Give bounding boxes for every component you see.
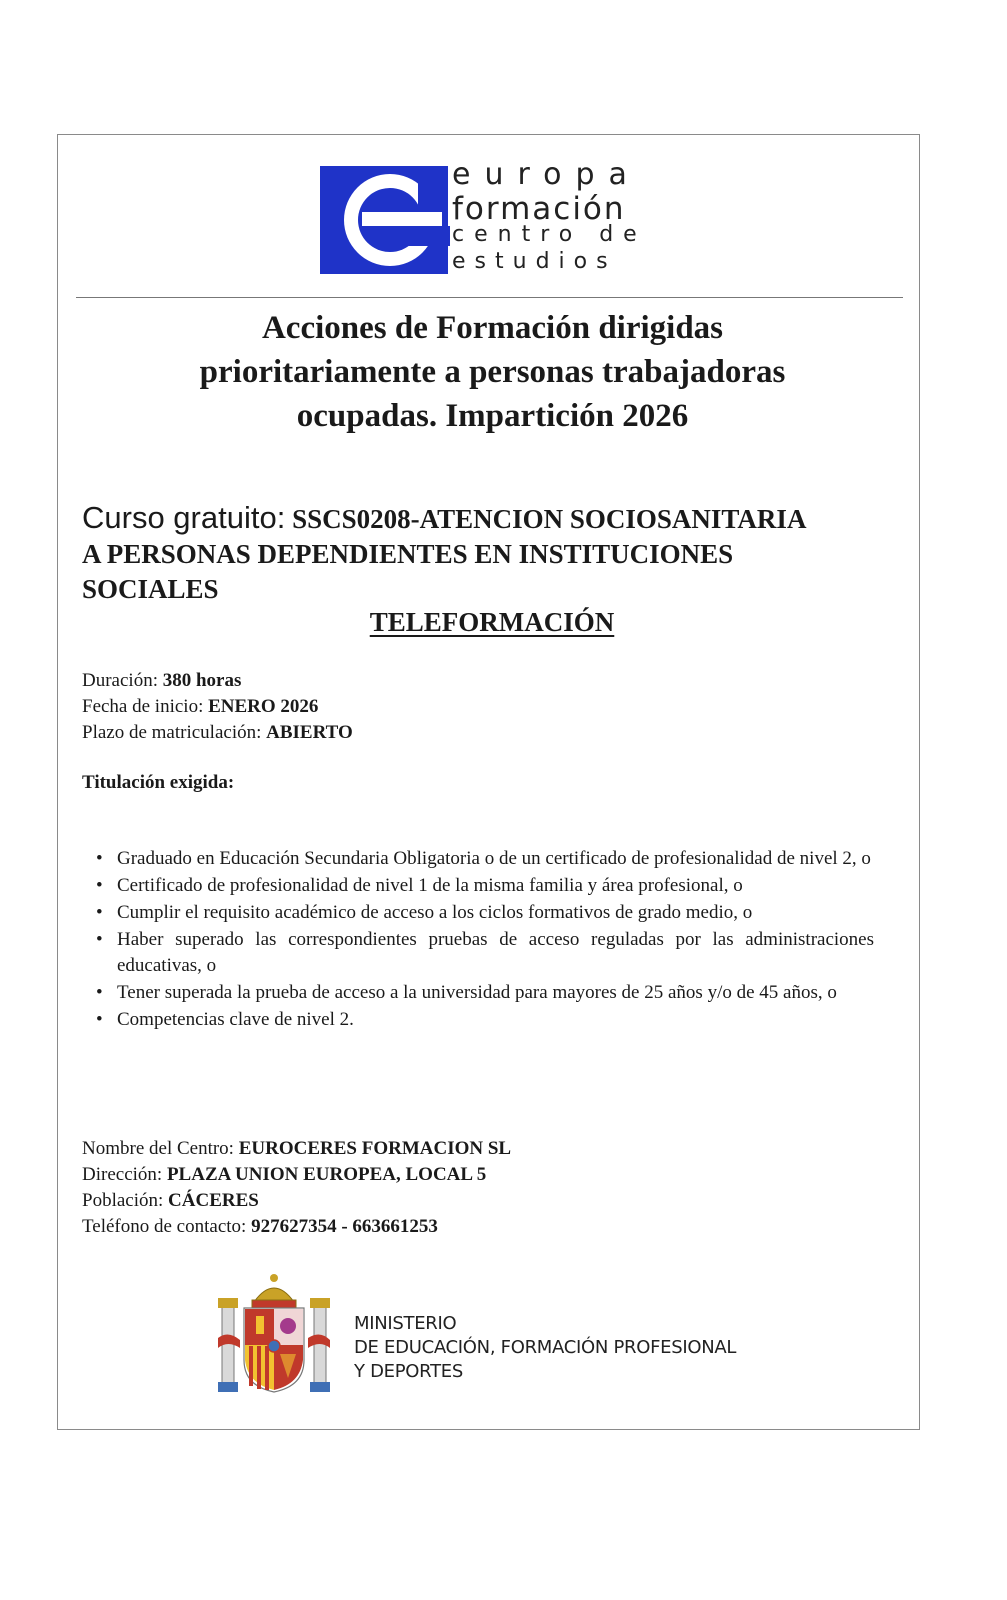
start-label: Fecha de inicio: xyxy=(82,696,204,717)
ministry-wordmark xyxy=(354,1312,736,1384)
list-item: • Competencias clave de nivel 2. xyxy=(82,1007,874,1033)
city-value: CÁCERES xyxy=(168,1190,259,1211)
title-line-3: ocupadas. Impartición 2026 xyxy=(296,398,689,434)
title-line-2: prioritariamente a personas trabajadoras xyxy=(199,354,786,390)
spain-coat-of-arms-icon xyxy=(216,1268,332,1398)
course-name-line-1: SSCS0208-ATENCION SOCIOSANITARIA xyxy=(292,504,807,534)
requirements-list xyxy=(82,846,874,1034)
logo-word-centro: centro de xyxy=(452,222,647,247)
list-item: • Tener superada la prueba de acceso a la universidad para mayores de 25 años y/o de 45 años, o xyxy=(82,980,874,1006)
logo-word-europa: europa xyxy=(452,157,641,192)
course-heading xyxy=(82,500,902,607)
city-row xyxy=(82,1188,511,1214)
logo-word-estudios: estudios xyxy=(452,249,617,274)
header-divider xyxy=(76,297,903,298)
contact-block xyxy=(82,1136,511,1240)
center-label: Nombre del Centro: xyxy=(82,1138,234,1159)
duration-value: 380 horas xyxy=(162,670,242,691)
duration-row xyxy=(82,668,353,694)
ministry-line-1: MINISTERIO xyxy=(354,1313,457,1334)
start-value: ENERO 2026 xyxy=(208,696,319,717)
logo-word-formacion: formación xyxy=(452,191,626,227)
course-lead: Curso gratuito: xyxy=(82,500,286,535)
course-facts xyxy=(82,668,353,746)
city-label: Población: xyxy=(82,1190,164,1211)
course-mode xyxy=(82,607,902,638)
list-item: • Certificado de profesionalidad de nivel 1 de la misma familia y área profesional, o xyxy=(82,873,874,899)
document-title xyxy=(90,306,895,438)
logo-wordmark xyxy=(452,157,647,278)
enrolment-value: ABIERTO xyxy=(266,722,353,743)
ministry-line-3: Y DEPORTES xyxy=(354,1361,463,1382)
ministry-line-2: DE EDUCACIÓN, FORMACIÓN PROFESIONAL xyxy=(354,1337,737,1358)
list-item: • Cumplir el requisito académico de acceso a los ciclos formativos de grado medio, o xyxy=(82,900,874,926)
enrolment-row xyxy=(82,720,353,746)
address-label: Dirección: xyxy=(82,1164,163,1185)
requirements-heading: Titulación exigida: xyxy=(82,772,235,793)
start-row xyxy=(82,694,353,720)
list-item: • Graduado en Educación Secundaria Obligatoria o de un certificado de profesionalidad de nivel 2, o xyxy=(82,846,874,872)
address-value: PLAZA UNION EUROPEA, LOCAL 5 xyxy=(166,1164,487,1185)
list-item: • Haber superado las correspondientes pruebas de acceso reguladas por las administraciones educativas, o xyxy=(82,927,874,979)
address-row xyxy=(82,1162,511,1188)
center-row xyxy=(82,1136,511,1162)
center-value: EUROCERES FORMACION SL xyxy=(238,1138,512,1159)
enrolment-label: Plazo de matriculación: xyxy=(82,722,262,743)
course-name-line-2: A PERSONAS DEPENDIENTES EN INSTITUCIONES xyxy=(82,539,734,569)
phone-row xyxy=(82,1214,511,1240)
phone-label: Teléfono de contacto: xyxy=(82,1216,247,1237)
course-mode-label: TELEFORMACIÓN xyxy=(369,607,615,637)
duration-label: Duración: xyxy=(82,670,158,691)
title-line-1: Acciones de Formación dirigidas xyxy=(261,310,724,346)
phone-value: 927627354 - 663661253 xyxy=(251,1216,438,1237)
course-name-line-3: SOCIALES xyxy=(82,574,219,604)
